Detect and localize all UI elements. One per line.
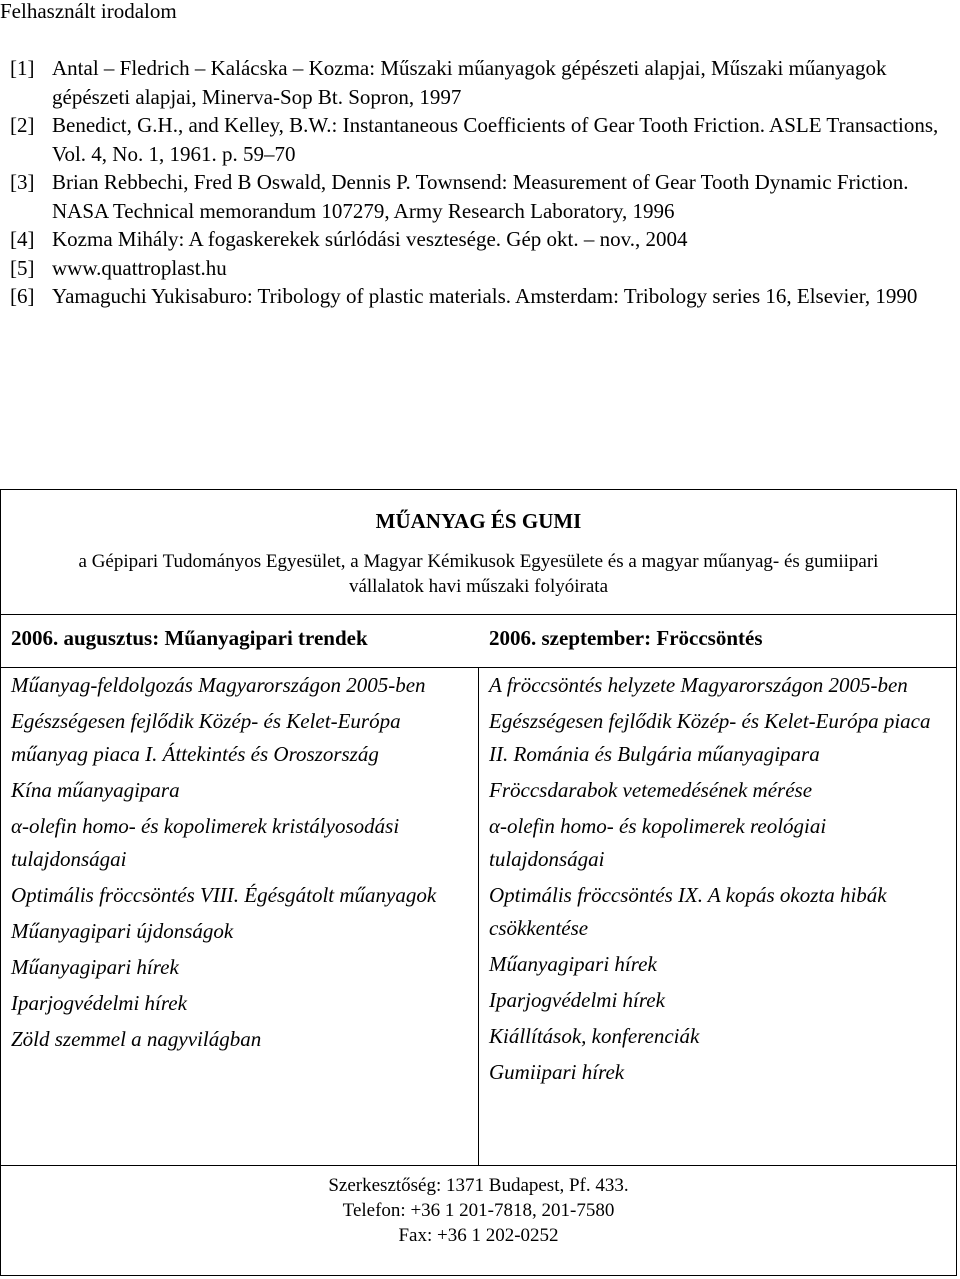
reference-item [0,168,960,225]
article-item: Optimális fröccsöntés VIII. Égésgátolt műanyagok [11,883,437,907]
reference-item [0,282,960,311]
reference-text: Brian Rebbechi, Fred B Oswald, Dennis P. Townsend: Measurement of Gear Tooth Dynamic Friction. NASA Technical memorandum 107279, Army Research Laboratory, 1996 [52,170,909,223]
reference-text: Kozma Mihály: A fogaskerekek súrlódási vesztesége. Gép okt. – nov., 2004 [52,227,688,251]
issue-column-september [478,667,956,1166]
reference-item [0,225,960,254]
reference-number: [3] [10,170,35,194]
issue-heading-september: 2006. szeptember: Fröccsöntés [489,626,763,650]
editorial-phone: Telefon: +36 1 201-7818, 201-7580 [342,1200,615,1221]
article-item: Műanyagipari hírek [11,955,179,979]
reference-list [0,54,960,311]
reference-text: Antal – Fledrich – Kalácska – Kozma: Műszaki műanyagok gépészeti alapjai, Műszaki műanyagok gépészeti alapjai, Minerva-Sop Bt. Sopron, 1997 [52,56,887,109]
reference-number: [5] [10,255,35,280]
reference-number: [6] [10,284,35,308]
article-list [1,668,478,1056]
reference-text: Benedict, G.H., and Kelley, B.W.: Instantaneous Coefficients of Gear Tooth Friction. ASLE Transactions, Vol. 4, No. 1, 1961. p. 59–70 [52,113,939,166]
article-item: α-olefin homo- és kopolimerek kristályosodási tulajdonságai [11,814,400,871]
article-item: Kiállítások, konferenciák [489,1024,700,1048]
editorial-address: Szerkesztőség: 1371 Budapest, Pf. 433. [328,1175,629,1196]
article-item: Műanyagipari újdonságok [11,919,234,943]
journal-description: a Gépipari Tudományos Egyesület, a Magyar Kémikusok Egyesülete és a magyar műanyag- és gumiipari vállalatok havi műszaki folyóirata [78,551,879,597]
reference-item [0,111,960,168]
article-item: Zöld szemmel a nagyvilágban [11,1027,262,1051]
article-item: α-olefin homo- és kopolimerek reológiai tulajdonságai [489,814,827,871]
reference-text: Yamaguchi Yukisaburo: Tribology of plastic materials. Amsterdam: Tribology series 16, Elsevier, 1990 [52,284,918,308]
reference-number: [1] [10,56,35,80]
editorial-contact [1,1173,956,1248]
references-heading: Felhasznált irodalom [0,0,177,23]
reference-text: www.quattroplast.hu [52,255,227,280]
journal-header [1,490,956,615]
reference-number: [4] [10,227,35,251]
issue-column-august [1,667,479,1166]
article-item: Gumiipari hírek [489,1060,625,1084]
article-item: Optimális fröccsöntés IX. A kopás okozta hibák csökkentése [489,883,887,940]
article-item: Iparjogvédelmi hírek [11,991,187,1015]
article-item: Műanyagipari hírek [489,952,657,976]
article-list [479,668,956,1089]
article-item: Iparjogvédelmi hírek [489,988,665,1012]
journal-title: MŰANYAG ÉS GUMI [375,509,582,533]
reference-item [0,54,960,111]
journal-box [0,489,957,1276]
article-item: A fröccsöntés helyzete Magyarországon 2005-ben [489,673,908,697]
article-item: Egészségesen fejlődik Közép- és Kelet-Európa műanyag piaca I. Áttekintés és Oroszország [11,709,401,766]
issue-heading-august: 2006. augusztus: Műanyagipari trendek [11,626,368,650]
reference-item [0,254,960,283]
editorial-fax: Fax: +36 1 202-0252 [398,1225,559,1246]
article-item: Műanyag-feldolgozás Magyarországon 2005-ben [11,673,426,697]
article-item: Fröccsdarabok vetemedésének mérése [489,778,813,802]
article-item: Egészségesen fejlődik Közép- és Kelet-Európa piaca II. Románia és Bulgária műanyagipara [489,709,931,766]
reference-number: [2] [10,113,35,137]
article-item: Kína műanyagipara [11,778,180,802]
